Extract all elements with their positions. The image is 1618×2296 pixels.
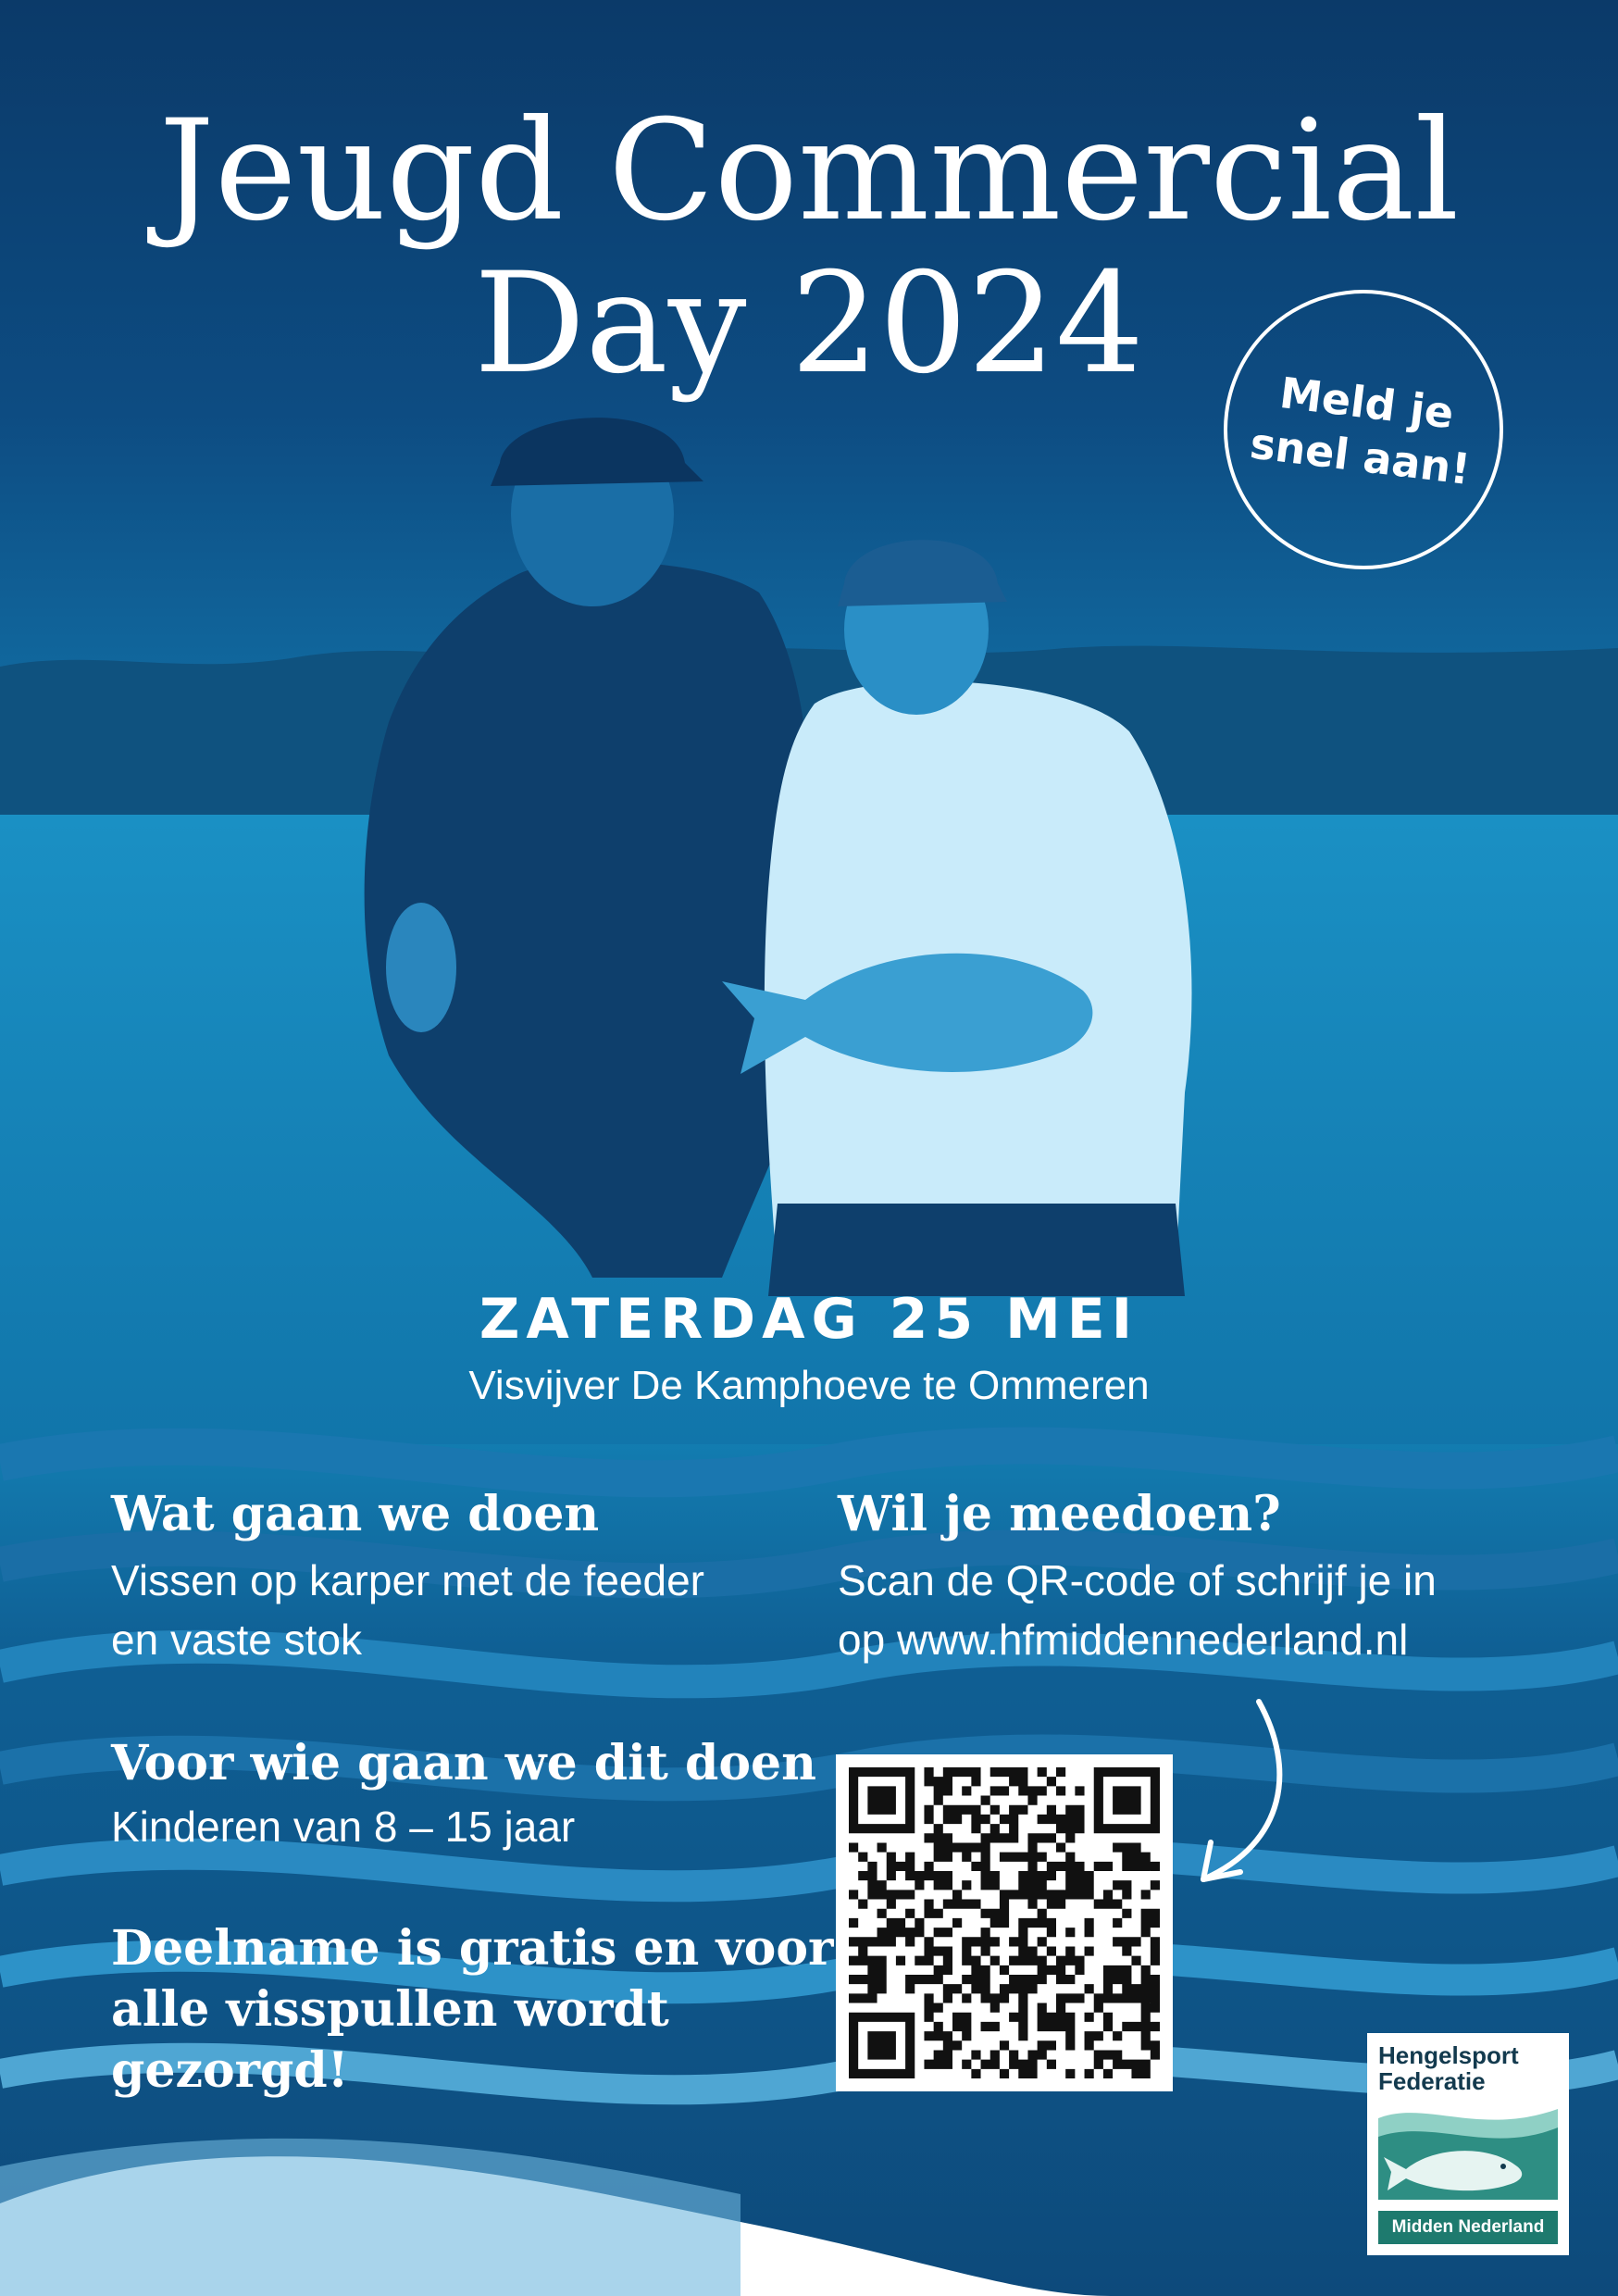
badge-line-2: snel aan! (1247, 418, 1474, 495)
event-date: ZATERDAG 25 MEI (479, 1287, 1139, 1352)
federation-logo (1367, 2033, 1569, 2255)
event-venue: Visvijver De Kamphoeve te Ommeren (468, 1363, 1150, 1408)
logo-line-2: Federatie (1378, 2067, 1486, 2095)
logo-line-1: Hengelsport (1378, 2041, 1519, 2069)
thumb-hand (386, 903, 456, 1032)
boy-pants (768, 1204, 1185, 1296)
qr-code-icon (849, 1767, 1160, 2078)
curved-arrow-icon (1185, 1694, 1296, 1898)
what-text-line-2: en vaste stok (111, 1616, 363, 1664)
free-line-2: alle visspullen wordt (111, 1981, 669, 2038)
join-heading: Wil je meedoen? (838, 1486, 1281, 1542)
qr-code[interactable] (836, 1754, 1173, 2091)
join-text-line-1: Scan de QR-code of schrijf je in (838, 1556, 1437, 1604)
what-text-line-1: Vissen op karper met de feeder (111, 1556, 704, 1604)
join-text-line-2: op www.hfmiddennederland.nl (838, 1616, 1409, 1664)
logo-subtitle: Midden Nederland (1378, 2211, 1558, 2244)
who-heading: Voor wie gaan we dit doen (111, 1735, 816, 1791)
fish-logo-icon (1378, 2100, 1558, 2200)
who-text: Kinderen van 8 – 15 jaar (111, 1803, 576, 1851)
logo-text (1378, 2042, 1558, 2094)
free-line-3: gezorgd! (111, 2042, 349, 2099)
badge-line-1: Meld je (1276, 367, 1457, 439)
title-line-2: Day 2024 (474, 243, 1144, 405)
man-cap (491, 418, 703, 486)
title-line-1: Jeugd Commercial (158, 91, 1460, 252)
free-line-1: Deelname is gratis en voor (111, 1920, 834, 1977)
boy-cap (838, 540, 1007, 606)
what-heading: Wat gaan we doen (111, 1486, 600, 1542)
